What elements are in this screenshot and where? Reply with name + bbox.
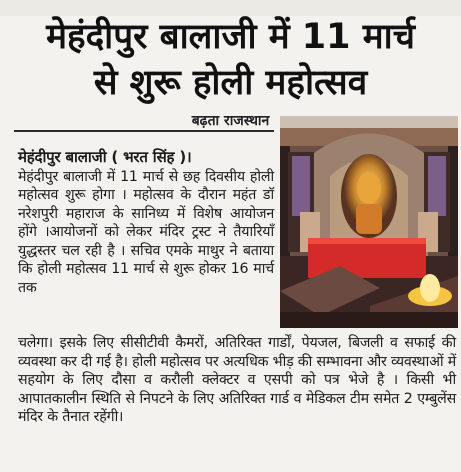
- byline-rule: [14, 130, 274, 132]
- headline-line-1: मेहंदीपुर बालाजी में 11 मार्च: [46, 17, 415, 57]
- article-column-body: मेहंदीपुर बालाजी में 11 मार्च से छह दिवसीय होली महोत्सव शुरू होगा । महोत्सव के दौरान महंत डॉ नरेशपुरी महाराज के सानिध्य में विशेष आयोजन होंगे ।आयोजनों को लेकर मंदिर ट्रस्ट ने तैयारियाँ युद्धस्तर चल रही है । सचिव एमके माथुर ने बताया कि होली महोत्सव 11 मार्च से शुरू होकर 16 मार्च तक: [18, 168, 274, 296]
- temple-deity-photo: [280, 116, 458, 328]
- article-column-text: [18, 148, 274, 297]
- article-dateline: मेहंदीपुर बालाजी ( भरत सिंह )।: [18, 148, 192, 166]
- article-full-text: चलेगा। इसके लिए सीसीटीवी कैमरों, अतिरिक्त गार्डों, पेयजल, बिजली व सफाई की व्यवस्था कर दी गई है। होली महोत्सव पर अत्यधिक भीड़ की सम्भावना और व्यवस्थाओं में सहयोग के लिए दौसा व करौली क्लेक्टर व एसपी को पत्र भेजे है । किसी भी आपातकालीन स्थिति से निपटने के लिए अतिरिक्त गार्ड व मेडिकल टीम समेत 2 एम्बुलेंस मंदिर के तैनात रहेंगी।: [18, 335, 456, 425]
- headline-line-2: से शुरू होली महोत्सव: [93, 63, 368, 103]
- byline: बढ़ता राजस्थान: [191, 113, 270, 129]
- headline: [0, 14, 461, 106]
